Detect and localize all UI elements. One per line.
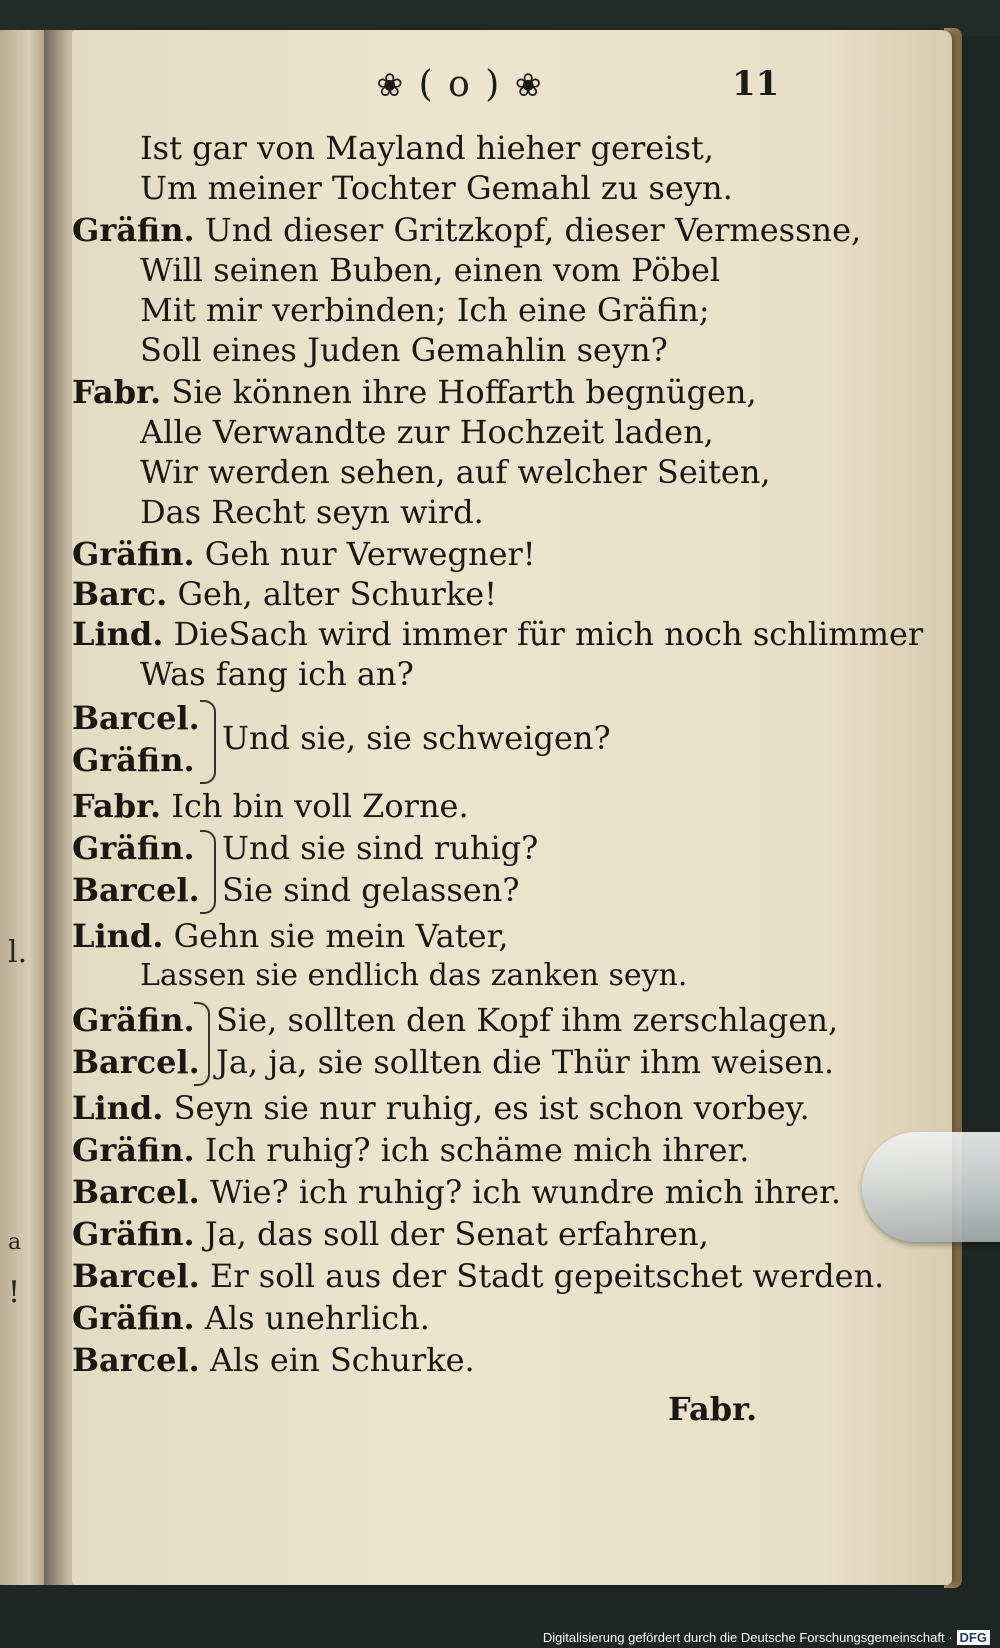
speaker-name: Barcel.: [72, 1043, 200, 1081]
speaker-name: Lind.: [72, 1089, 164, 1127]
verse-line: Lind. Gehn sie mein Vater,: [72, 917, 509, 955]
page-number: 11: [732, 64, 780, 104]
verse-line: Was fang ich an?: [140, 655, 414, 693]
verse-line: Barc. Geh, alter Schurke!: [72, 575, 498, 613]
speaker-name: Barc.: [72, 575, 168, 613]
verse-line: Und sie, sie schweigen?: [222, 719, 611, 757]
left-page-edge: [0, 30, 48, 1585]
running-header: [310, 64, 610, 112]
verse-line: Gräfin. Geh nur Verwegner!: [72, 535, 536, 573]
speaker-name: Gräfin.: [72, 1131, 195, 1169]
ornament-right-icon: ❀: [514, 66, 544, 104]
speaker-name: Barcel.: [72, 699, 200, 737]
footer-text: Digitalisierung gefördert durch die Deutsche Forschungsgemeinschaft ·: [542, 1630, 953, 1645]
verse-line: Gräfin. Als unehrlich.: [72, 1299, 430, 1337]
page-clip: [862, 1132, 1000, 1242]
verse-line: Um meiner Tochter Gemahl zu seyn.: [140, 169, 733, 207]
verse-line: Fabr. Sie können ihre Hoffarth begnügen,: [72, 373, 757, 411]
verse-line: Gräfin. Ja, das soll der Senat erfahren,: [72, 1215, 709, 1253]
speaker-name: Lind.: [72, 917, 164, 955]
speaker-name: Barcel.: [72, 1257, 200, 1295]
verse-line: Sie, sollten den Kopf ihm zerschlagen,: [216, 1001, 839, 1039]
speaker-name: Fabr.: [72, 787, 162, 825]
verse-line: Lind. DieSach wird immer für mich noch schlimmer: [72, 615, 924, 653]
verse-line: Wir werden sehen, auf welcher Seiten,: [140, 453, 771, 491]
verse-line: Lind. Seyn sie nur ruhig, es ist schon vorbey.: [72, 1089, 810, 1127]
left-page-fragment: !: [8, 1275, 21, 1310]
brace-mark: [200, 700, 216, 784]
left-page-fragment: l.: [8, 935, 28, 970]
verse-line: Sie sind gelassen?: [222, 871, 520, 909]
speaker-name: Barcel.: [72, 1341, 200, 1379]
ornament-left-icon: ❀: [376, 66, 406, 104]
speaker-name: Gräfin.: [72, 211, 195, 249]
verse-line: Gräfin. Und dieser Gritzkopf, dieser Vermessne,: [72, 211, 862, 249]
speaker-name: Gräfin.: [72, 741, 195, 779]
verse-line: Lassen sie endlich das zanken seyn.: [140, 958, 688, 993]
brace-mark: [194, 1002, 210, 1086]
speaker-name: Lind.: [72, 615, 164, 653]
footer-credit: [539, 1629, 994, 1646]
speaker-name: Gräfin.: [72, 1299, 195, 1337]
speaker-name: Gräfin.: [72, 535, 195, 573]
verse-line: Alle Verwandte zur Hochzeit laden,: [140, 413, 714, 451]
brace-mark: [200, 830, 216, 914]
dfg-logo: DFG: [957, 1630, 990, 1645]
verse-line: Mit mir verbinden; Ich eine Gräfin;: [140, 291, 710, 329]
speaker-name: Gräfin.: [72, 1001, 195, 1039]
catchword: Fabr.: [668, 1390, 758, 1428]
verse-line: Soll eines Juden Gemahlin seyn?: [140, 331, 668, 369]
speaker-name: Barcel.: [72, 871, 200, 909]
verse-line: Und sie sind ruhig?: [222, 829, 539, 867]
left-page-fragment: a: [8, 1230, 22, 1255]
verse-line: Will seinen Buben, einen vom Pöbel: [140, 251, 721, 289]
header-center: ( o ): [418, 64, 502, 105]
verse-line: Barcel. Als ein Schurke.: [72, 1341, 475, 1379]
speaker-name: Barcel.: [72, 1173, 200, 1211]
verse-line: Barcel. Er soll aus der Stadt gepeitschet werden.: [72, 1257, 885, 1295]
verse-line: Fabr. Ich bin voll Zorne.: [72, 787, 469, 825]
verse-line: Ist gar von Mayland hieher gereist,: [140, 129, 714, 167]
speaker-name: Fabr.: [72, 373, 162, 411]
speaker-name: Gräfin.: [72, 829, 195, 867]
verse-line: Das Recht seyn wird.: [140, 493, 484, 531]
verse-line: Barcel. Wie? ich ruhig? ich wundre mich ihrer.: [72, 1173, 842, 1211]
speaker-name: Gräfin.: [72, 1215, 195, 1253]
verse-line: Gräfin. Ich ruhig? ich schäme mich ihrer.: [72, 1131, 750, 1169]
verse-line: Ja, ja, sie sollten die Thür ihm weisen.: [216, 1043, 835, 1081]
